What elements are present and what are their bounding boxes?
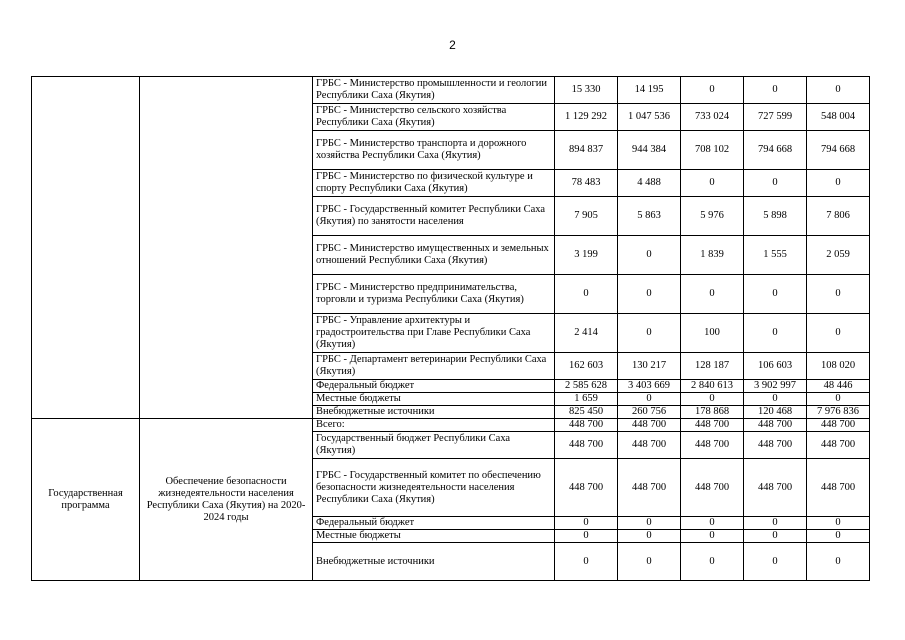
value-cell: 2 585 628 xyxy=(555,380,618,393)
value-cell: 128 187 xyxy=(681,353,744,380)
value-cell: 944 384 xyxy=(618,131,681,170)
value-cell: 0 xyxy=(681,517,744,530)
value-cell: 7 905 xyxy=(555,197,618,236)
value-cell: 0 xyxy=(618,236,681,275)
value-cell: 260 756 xyxy=(618,406,681,419)
value-cell: 448 700 xyxy=(555,459,618,517)
value-cell: 0 xyxy=(555,517,618,530)
category-cell: Государственная программа xyxy=(32,419,140,581)
source-cell: Внебюджетные источники xyxy=(313,543,555,581)
source-cell: ГРБС - Управление архитектуры и градостроительства при Главе Республики Саха (Якутия) xyxy=(313,314,555,353)
value-cell: 0 xyxy=(807,77,870,104)
value-cell: 2 414 xyxy=(555,314,618,353)
program-cell: Обеспечение безопасности жизнедеятельности населения Республики Саха (Якутия) на 2020-2024 годы xyxy=(140,419,313,581)
value-cell: 78 483 xyxy=(555,170,618,197)
value-cell: 794 668 xyxy=(744,131,807,170)
value-cell: 0 xyxy=(807,543,870,581)
value-cell: 108 020 xyxy=(807,353,870,380)
value-cell: 14 195 xyxy=(618,77,681,104)
value-cell: 3 199 xyxy=(555,236,618,275)
value-cell: 5 976 xyxy=(681,197,744,236)
value-cell: 5 863 xyxy=(618,197,681,236)
value-cell: 448 700 xyxy=(807,432,870,459)
value-cell: 448 700 xyxy=(744,459,807,517)
value-cell: 3 902 997 xyxy=(744,380,807,393)
value-cell: 100 xyxy=(681,314,744,353)
value-cell: 0 xyxy=(618,275,681,314)
value-cell: 178 868 xyxy=(681,406,744,419)
value-cell: 0 xyxy=(618,393,681,406)
category-cell xyxy=(32,77,140,419)
value-cell: 0 xyxy=(807,275,870,314)
value-cell: 2 840 613 xyxy=(681,380,744,393)
source-cell: Всего: xyxy=(313,419,555,432)
value-cell: 3 403 669 xyxy=(618,380,681,393)
source-cell: ГРБС - Министерство по физической культуре и спорту Республики Саха (Якутия) xyxy=(313,170,555,197)
value-cell: 448 700 xyxy=(744,432,807,459)
value-cell: 448 700 xyxy=(618,419,681,432)
value-cell: 1 129 292 xyxy=(555,104,618,131)
value-cell: 0 xyxy=(744,517,807,530)
value-cell: 0 xyxy=(555,543,618,581)
source-cell: Федеральный бюджет xyxy=(313,517,555,530)
value-cell: 0 xyxy=(807,314,870,353)
value-cell: 1 555 xyxy=(744,236,807,275)
table-row xyxy=(32,77,870,104)
value-cell: 15 330 xyxy=(555,77,618,104)
value-cell: 0 xyxy=(555,275,618,314)
value-cell: 448 700 xyxy=(807,459,870,517)
source-cell: ГРБС - Министерство транспорта и дорожного хозяйства Республики Саха (Якутия) xyxy=(313,131,555,170)
value-cell: 0 xyxy=(618,530,681,543)
value-cell: 0 xyxy=(744,275,807,314)
value-cell: 7 806 xyxy=(807,197,870,236)
value-cell: 106 603 xyxy=(744,353,807,380)
value-cell: 130 217 xyxy=(618,353,681,380)
value-cell: 0 xyxy=(744,530,807,543)
value-cell: 0 xyxy=(555,530,618,543)
value-cell: 0 xyxy=(618,517,681,530)
value-cell: 448 700 xyxy=(555,419,618,432)
source-cell: ГРБС - Министерство предпринимательства, торговли и туризма Республики Саха (Якутия) xyxy=(313,275,555,314)
source-cell: ГРБС - Департамент ветеринарии Республики Саха (Якутия) xyxy=(313,353,555,380)
value-cell: 708 102 xyxy=(681,131,744,170)
value-cell: 0 xyxy=(681,393,744,406)
budget-table xyxy=(31,76,870,581)
source-cell: Федеральный бюджет xyxy=(313,380,555,393)
value-cell: 0 xyxy=(681,170,744,197)
table-row xyxy=(32,419,870,432)
page-number: 2 xyxy=(449,38,456,52)
value-cell: 894 837 xyxy=(555,131,618,170)
value-cell: 0 xyxy=(744,77,807,104)
value-cell: 0 xyxy=(618,543,681,581)
value-cell: 0 xyxy=(744,393,807,406)
block1 xyxy=(32,77,870,419)
program-cell xyxy=(140,77,313,419)
value-cell: 0 xyxy=(681,530,744,543)
value-cell: 0 xyxy=(681,543,744,581)
block2 xyxy=(32,419,870,581)
value-cell: 448 700 xyxy=(681,419,744,432)
value-cell: 2 059 xyxy=(807,236,870,275)
value-cell: 1 047 536 xyxy=(618,104,681,131)
value-cell: 0 xyxy=(744,314,807,353)
value-cell: 0 xyxy=(681,77,744,104)
value-cell: 48 446 xyxy=(807,380,870,393)
source-cell: ГРБС - Государственный комитет по обеспечению безопасности жизнедеятельности населения Республики Саха (Якутия) xyxy=(313,459,555,517)
source-cell: Внебюджетные источники xyxy=(313,406,555,419)
value-cell: 0 xyxy=(744,543,807,581)
value-cell: 448 700 xyxy=(618,459,681,517)
value-cell: 733 024 xyxy=(681,104,744,131)
source-cell: ГРБС - Министерство промышленности и геологии Республики Саха (Якутия) xyxy=(313,77,555,104)
value-cell: 0 xyxy=(807,170,870,197)
source-cell: ГРБС - Министерство сельского хозяйства Республики Саха (Якутия) xyxy=(313,104,555,131)
value-cell: 0 xyxy=(807,530,870,543)
source-cell: ГРБС - Министерство имущественных и земельных отношений Республики Саха (Якутия) xyxy=(313,236,555,275)
value-cell: 5 898 xyxy=(744,197,807,236)
value-cell: 794 668 xyxy=(807,131,870,170)
value-cell: 0 xyxy=(807,393,870,406)
source-cell: Местные бюджеты xyxy=(313,530,555,543)
value-cell: 448 700 xyxy=(807,419,870,432)
value-cell: 825 450 xyxy=(555,406,618,419)
value-cell: 1 839 xyxy=(681,236,744,275)
value-cell: 448 700 xyxy=(681,432,744,459)
value-cell: 448 700 xyxy=(681,459,744,517)
source-cell: Государственный бюджет Республики Саха (Якутия) xyxy=(313,432,555,459)
value-cell: 0 xyxy=(618,314,681,353)
value-cell: 7 976 836 xyxy=(807,406,870,419)
value-cell: 0 xyxy=(681,275,744,314)
value-cell: 548 004 xyxy=(807,104,870,131)
value-cell: 727 599 xyxy=(744,104,807,131)
value-cell: 4 488 xyxy=(618,170,681,197)
source-cell: Местные бюджеты xyxy=(313,393,555,406)
value-cell: 448 700 xyxy=(618,432,681,459)
value-cell: 1 659 xyxy=(555,393,618,406)
value-cell: 162 603 xyxy=(555,353,618,380)
value-cell: 0 xyxy=(807,517,870,530)
value-cell: 448 700 xyxy=(744,419,807,432)
value-cell: 120 468 xyxy=(744,406,807,419)
value-cell: 448 700 xyxy=(555,432,618,459)
source-cell: ГРБС - Государственный комитет Республики Саха (Якутия) по занятости населения xyxy=(313,197,555,236)
value-cell: 0 xyxy=(744,170,807,197)
